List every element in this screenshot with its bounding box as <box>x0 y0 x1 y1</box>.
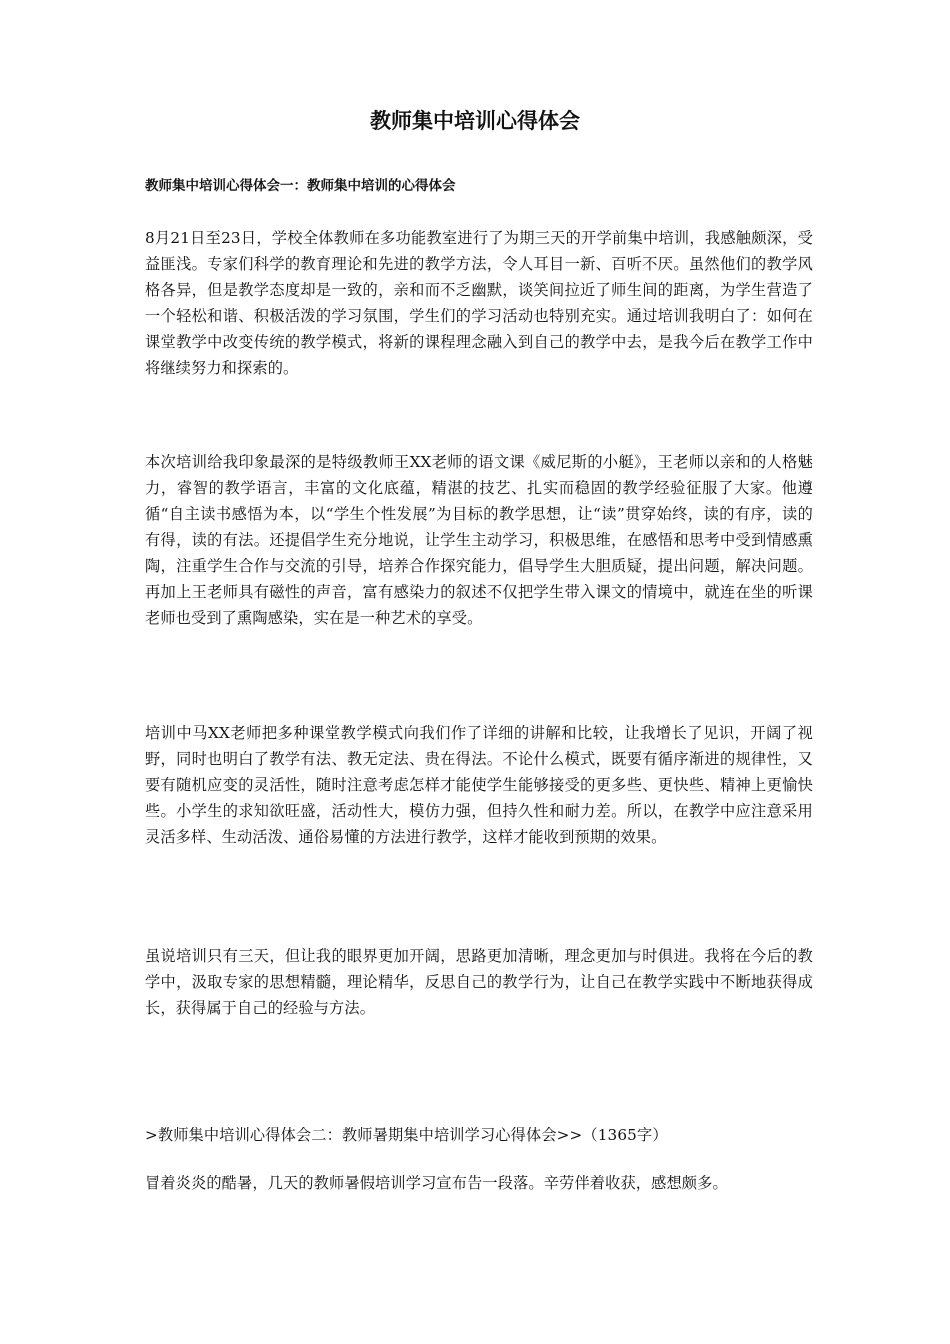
section-link[interactable]: >教师集中培训心得体会二：教师暑期集中培训学习心得体会>>（1365字） <box>145 1126 668 1144</box>
paragraph: 培训中马XX老师把多种课堂教学模式向我们作了详细的讲解和比较，让我增长了见识，开阔了视野，同时也明白了教学有法、教无定法、贵在得法。不论什么模式，既要有循序渐进的规律性，又要有随机应变的灵活性，随时注意考虑怎样才能使学生能够接受的更多些、更快些、精神上更愉快些。小学生的求知欲旺盛，活动性大，模仿力强，但持久性和耐力差。所以，在教学中应注意采用灵活多样、生动活泼、通俗易懂的方法进行教学，这样才能收到预期的效果。 <box>145 724 813 846</box>
section-heading: 教师集中培训心得体会一：教师集中培训的心得体会 <box>145 178 456 194</box>
paragraph: 冒着炎炎的酷暑，几天的教师暑假培训学习宣布告一段落。辛劳伴着收获，感想颇多。 <box>145 1174 728 1192</box>
paragraph: 本次培训给我印象最深的是特级教师王XX老师的语文课《威尼斯的小艇》，王老师以亲和的人格魅力，睿智的教学语言，丰富的文化底蕴，精湛的技艺、扎实而稳固的教学经验征服了大家。他遵循“自主读书感悟为本，以“学生个性发展”为目标的教学思想，让“读”贯穿始终，读的有序，读的有得，读的有法。还提倡学生充分地说，让学生主动学习，积极思维，在感悟和思考中受到情感熏陶，注重学生合作与交流的引导，培养合作探究能力，倡导学生大胆质疑，提出问题，解决问题。再加上王老师具有磁性的声音，富有感染力的叙述不仅把学生带入课文的情境中，就连在坐的听课老师也受到了熏陶感染，实在是一种艺术的享受。 <box>145 453 813 627</box>
paragraph: 虽说培训只有三天，但让我的眼界更加开阔，思路更加清晰，理念更加与时俱进。我将在今后的教学中，汲取专家的思想精髓，理论精华，反思自己的教学行为，让自己在教学实践中不断地获得成长，获得属于自己的经验与方法。 <box>145 947 813 1017</box>
document-title: 教师集中培训心得体会 <box>370 109 580 133</box>
paragraph: 8月21日至23日，学校全体教师在多功能教室进行了为期三天的开学前集中培训，我感触颇深，受益匪浅。专家们科学的教育理论和先进的教学方法，令人耳目一新、百听不厌。虽然他们的教学风格各异，但是教学态度却是一致的，亲和而不乏幽默，谈笑间拉近了师生间的距离，为学生营造了一个轻松和谐、积极活泼的学习氛围，学生们的学习活动也特别充实。通过培训我明白了：如何在课堂教学中改变传统的教学模式，将新的课程理念融入到自己的教学中去，是我今后在教学工作中将继续努力和探索的。 <box>145 229 813 377</box>
